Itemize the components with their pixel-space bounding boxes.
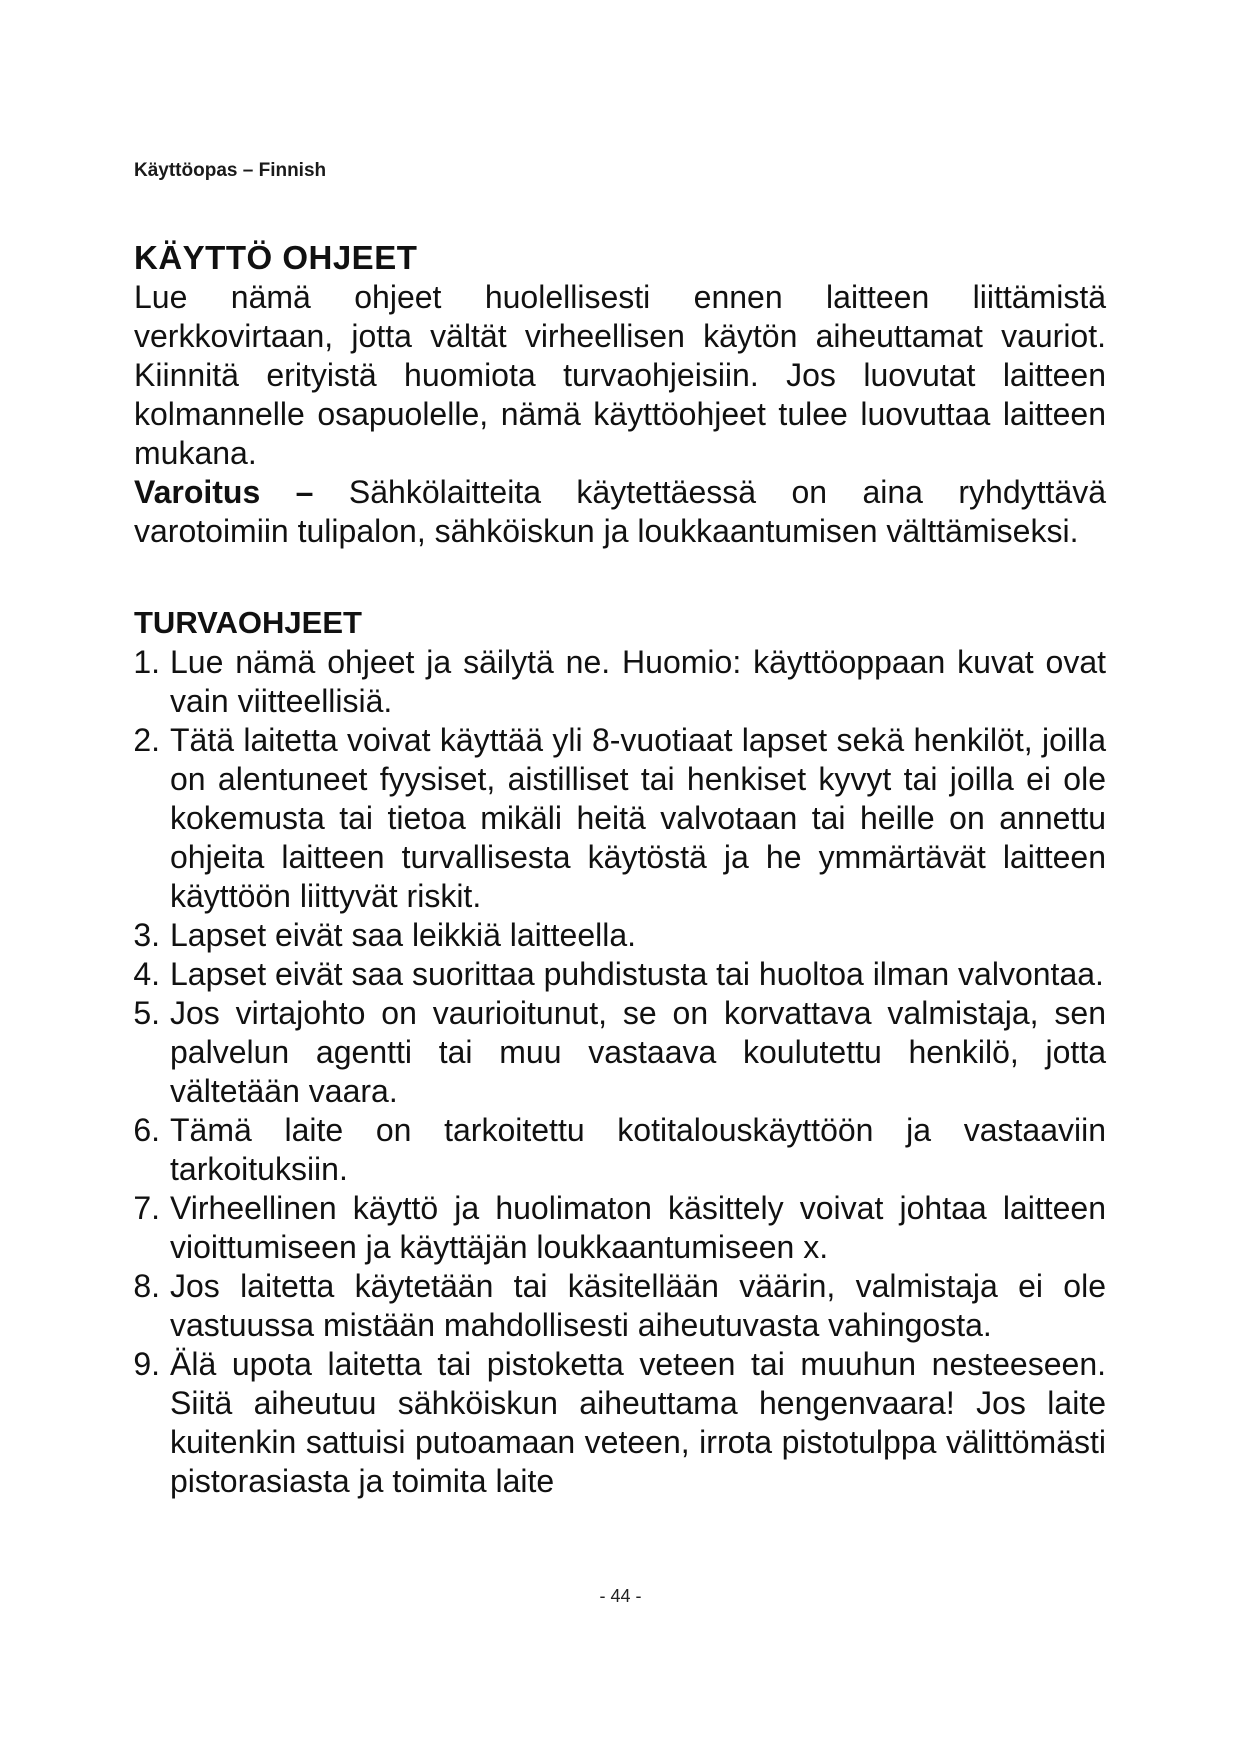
list-item-number: 3. [133,917,160,953]
list-item-text: Jos virtajohto on vaurioitunut, se on korvattava valmistaja, sen palvelun agentti tai muu vastaava koulutettu henkilö, jotta vältetään vaara. [170,995,1106,1109]
list-item-text: Tätä laitetta voivat käyttää yli 8-vuotiaat lapset sekä henkilöt, joilla on alentuneet fyysiset, aistilliset tai henkiset kyvyt tai joilla ei ole kokemusta tai tietoa mikäli heitä valvotaan tai heille on annettu ohjeita laitteen turvallisesta käytöstä ja he ymmärtävät laitteen käyttöön liittyvät riskit. [170,722,1106,914]
list-item-text: Virheellinen käyttö ja huolimaton käsittely voivat johtaa laitteen vioittumiseen ja käyttäjän loukkaantumiseen x. [170,1190,1106,1265]
list-item-number: 1. [133,644,160,680]
list-item [134,916,1106,955]
list-item [134,955,1106,994]
list-item-text: Lapset eivät saa suorittaa puhdistusta tai huoltoa ilman valvontaa. [170,956,1104,992]
list-item-text: Tämä laite on tarkoitettu kotitalouskäyttöön ja vastaaviin tarkoituksiin. [170,1112,1106,1187]
list-item-number: 9. [133,1346,160,1382]
warning-text: Sähkölaitteita käytettäessä on aina ryhdyttävä varotoimiin tulipalon, sähköiskun ja loukkaantumisen välttämiseksi. [134,474,1106,549]
running-header: Käyttöopas – Finnish [134,160,327,181]
page-content [134,238,1106,1501]
list-item-number: 2. [133,722,160,758]
list-item-number: 7. [133,1190,160,1226]
list-item [134,643,1106,721]
list-item-number: 5. [133,995,160,1031]
list-item-text: Jos laitetta käytetään tai käsitellään väärin, valmistaja ei ole vastuussa mistään mahdollisesti aiheutuvasta vahingosta. [170,1268,1106,1343]
warning-label: Varoitus – [134,474,314,510]
list-item [134,1267,1106,1345]
list-item [134,1111,1106,1189]
warning-paragraph [134,473,1106,551]
list-item-number: 8. [133,1268,160,1304]
usage-instructions-title: KÄYTTÖ OHJEET [134,239,418,276]
list-item-number: 4. [133,956,160,992]
list-item [134,994,1106,1111]
list-item-text: Älä upota laitetta tai pistoketta veteen tai muuhun nesteeseen. Siitä aiheutuu sähköiskun aiheuttama hengenvaara! Jos laite kuitenkin sattuisi putoamaan veteen, irrota pistotulppa välittömästi pistorasiasta ja toimita laite [170,1346,1106,1499]
page-number: - 44 - [599,1586,642,1606]
list-item-text: Lapset eivät saa leikkiä laitteella. [170,917,637,953]
list-item-number: 6. [133,1112,160,1148]
list-item-text: Lue nämä ohjeet ja säilytä ne. Huomio: käyttöoppaan kuvat ovat vain viitteellisiä. [170,644,1106,719]
list-item [134,1189,1106,1267]
list-item [134,1345,1106,1501]
list-item [134,721,1106,916]
safety-list [134,643,1106,1501]
safety-instructions-title: TURVAOHJEET [134,605,362,640]
usage-intro-paragraph: Lue nämä ohjeet huolellisesti ennen laitteen liittämistä verkkovirtaan, jotta vältät virheellisen käytön aiheuttamat vauriot. Kiinnitä erityistä huomiota turvaohjeisiin. Jos luovutat laitteen kolmannelle osapuolelle, nämä käyttöohjeet tulee luovuttaa laitteen mukana. [134,279,1106,471]
